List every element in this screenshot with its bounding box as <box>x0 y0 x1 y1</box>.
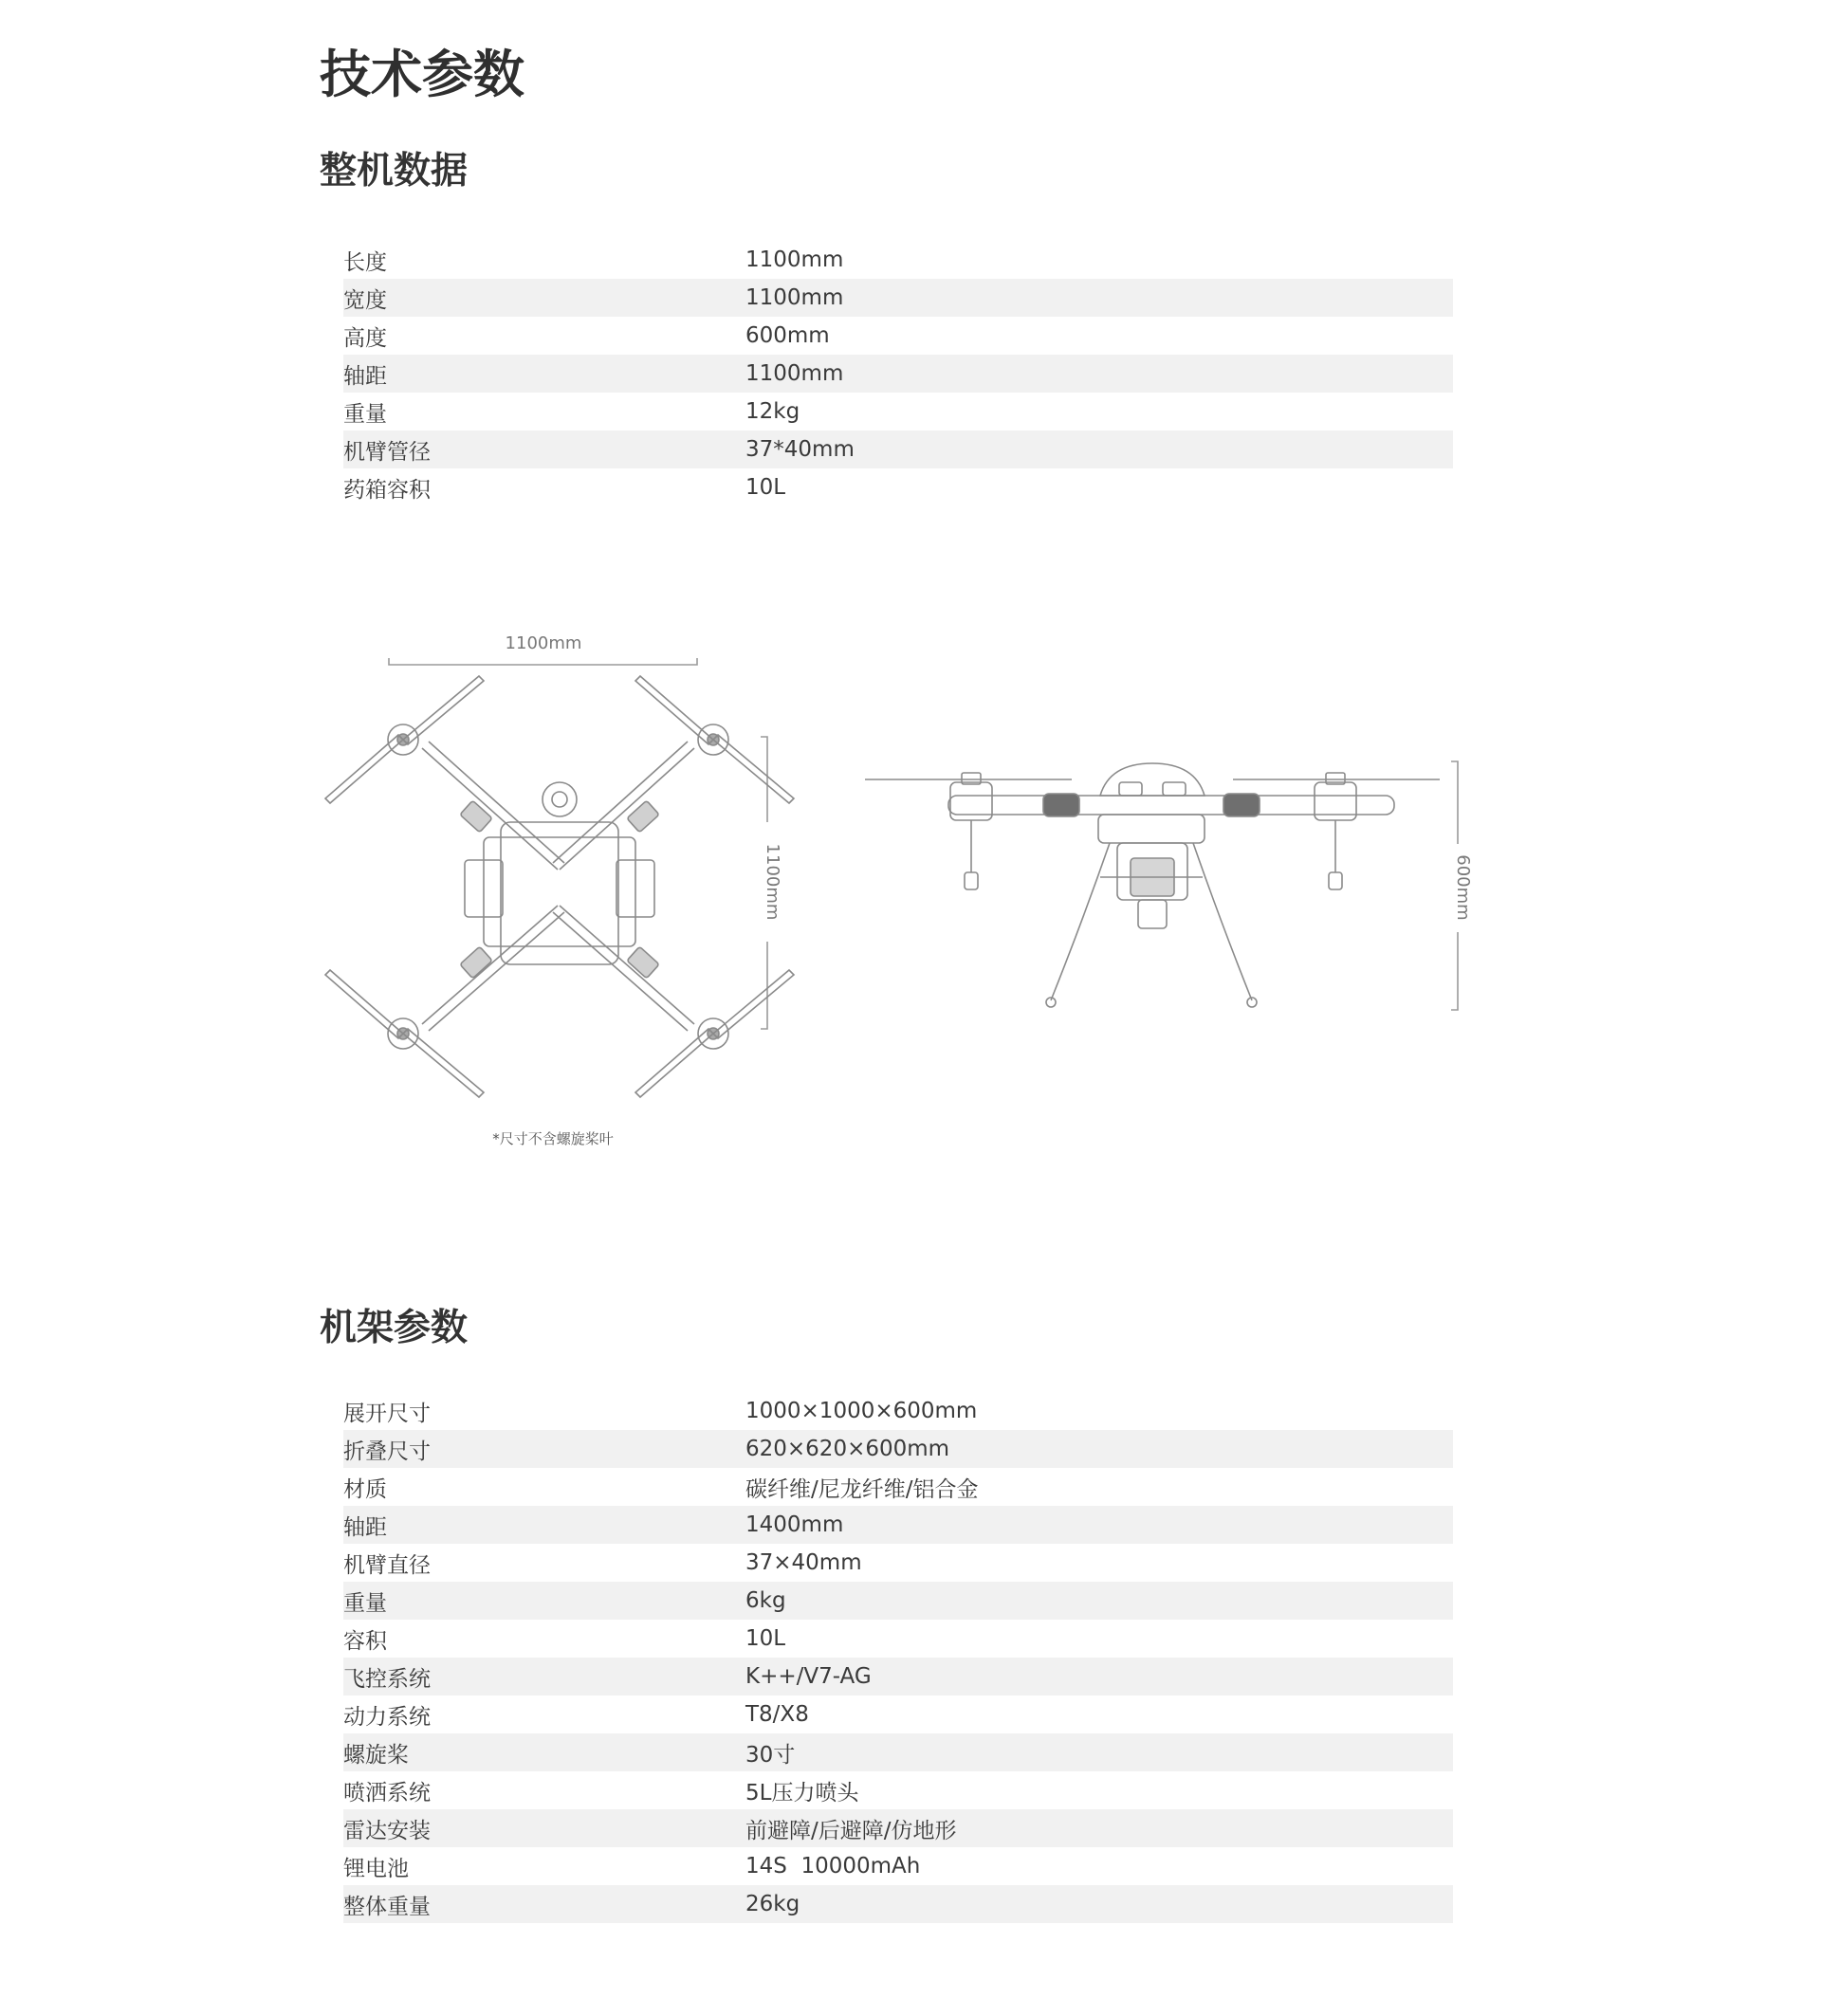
table-row <box>343 431 1453 468</box>
page-title: 技术参数 <box>320 45 524 104</box>
spec-label: 高度 <box>343 325 387 351</box>
spec-value: 37×40mm <box>745 1550 862 1575</box>
spec-label: 飞控系统 <box>343 1666 431 1692</box>
spec-label: 机臂直径 <box>343 1552 431 1578</box>
spec-label: 药箱容积 <box>343 477 431 503</box>
spec-label: 锂电池 <box>343 1856 409 1881</box>
spec-value: 1100mm <box>745 247 844 272</box>
spec-label: 容积 <box>343 1628 387 1654</box>
table-row <box>343 279 1453 317</box>
spec-value: 620×620×600mm <box>745 1437 950 1461</box>
spec-label: 机臂管径 <box>343 439 431 465</box>
side-view-height-label: 600mm <box>1453 854 1473 921</box>
spec-value: 1100mm <box>745 361 844 386</box>
table-row <box>343 355 1453 393</box>
spec-value: 1400mm <box>745 1512 844 1537</box>
spec-label: 雷达安装 <box>343 1818 431 1843</box>
table-row <box>343 1468 1453 1506</box>
table-row <box>343 1809 1453 1847</box>
spec-label: 螺旋桨 <box>343 1742 409 1768</box>
spec-label: 材质 <box>343 1476 387 1502</box>
diagram-note: *尺寸不含螺旋桨叶 <box>492 1130 614 1147</box>
spec-value: K++/V7-AG <box>745 1664 872 1689</box>
spec-value: 12kg <box>745 399 800 424</box>
spec-value: T8/X8 <box>745 1702 809 1727</box>
top-view-length-label: 1100mm <box>763 843 782 921</box>
table-row <box>343 1582 1453 1620</box>
spec-label: 喷洒系统 <box>343 1780 431 1805</box>
frame-spec-table <box>343 1392 1453 1923</box>
spec-value: 5L压力喷头 <box>745 1780 859 1805</box>
spec-label: 轴距 <box>343 1514 387 1540</box>
drone-top-view-illustration <box>325 658 794 1097</box>
spec-value: 碳纤维/尼龙纤维/铝合金 <box>745 1476 979 1502</box>
spec-label: 长度 <box>343 249 387 275</box>
spec-label: 宽度 <box>343 287 387 313</box>
table-row <box>343 1695 1453 1733</box>
spec-value: 10L <box>745 475 786 500</box>
table-row <box>343 241 1453 279</box>
top-view-width-label: 1100mm <box>505 633 582 653</box>
table-row <box>343 1544 1453 1582</box>
table-row <box>343 1885 1453 1923</box>
spec-label: 展开尺寸 <box>343 1401 431 1426</box>
table-row <box>343 1392 1453 1430</box>
spec-label: 折叠尺寸 <box>343 1439 431 1464</box>
overall-section-title: 整机数据 <box>320 150 469 192</box>
spec-value: 26kg <box>745 1892 800 1916</box>
table-row <box>343 468 1453 506</box>
drone-dimension-diagram <box>322 621 1499 1171</box>
drone-side-view-illustration <box>865 761 1458 1010</box>
spec-value: 1100mm <box>745 285 844 310</box>
spec-label: 整体重量 <box>343 1894 431 1919</box>
spec-value: 600mm <box>745 323 830 348</box>
overall-spec-table <box>343 241 1453 506</box>
table-row <box>343 1430 1453 1468</box>
table-row <box>343 1733 1453 1771</box>
spec-label: 动力系统 <box>343 1704 431 1730</box>
table-row <box>343 1620 1453 1658</box>
spec-value: 10L <box>745 1626 786 1651</box>
frame-section-title: 机架参数 <box>320 1307 469 1349</box>
table-row <box>343 1658 1453 1695</box>
spec-value: 30寸 <box>745 1742 796 1768</box>
spec-value: 1000×1000×600mm <box>745 1399 978 1423</box>
spec-label: 轴距 <box>343 363 387 389</box>
table-row <box>343 393 1453 431</box>
table-row <box>343 317 1453 355</box>
spec-value: 前避障/后避障/仿地形 <box>745 1818 957 1843</box>
spec-label: 重量 <box>343 401 387 427</box>
spec-value: 37*40mm <box>745 437 855 462</box>
spec-value: 14S 10000mAh <box>745 1854 921 1879</box>
table-row <box>343 1771 1453 1809</box>
table-row <box>343 1506 1453 1544</box>
spec-label: 重量 <box>343 1590 387 1616</box>
spec-value: 6kg <box>745 1588 786 1613</box>
table-row <box>343 1847 1453 1885</box>
